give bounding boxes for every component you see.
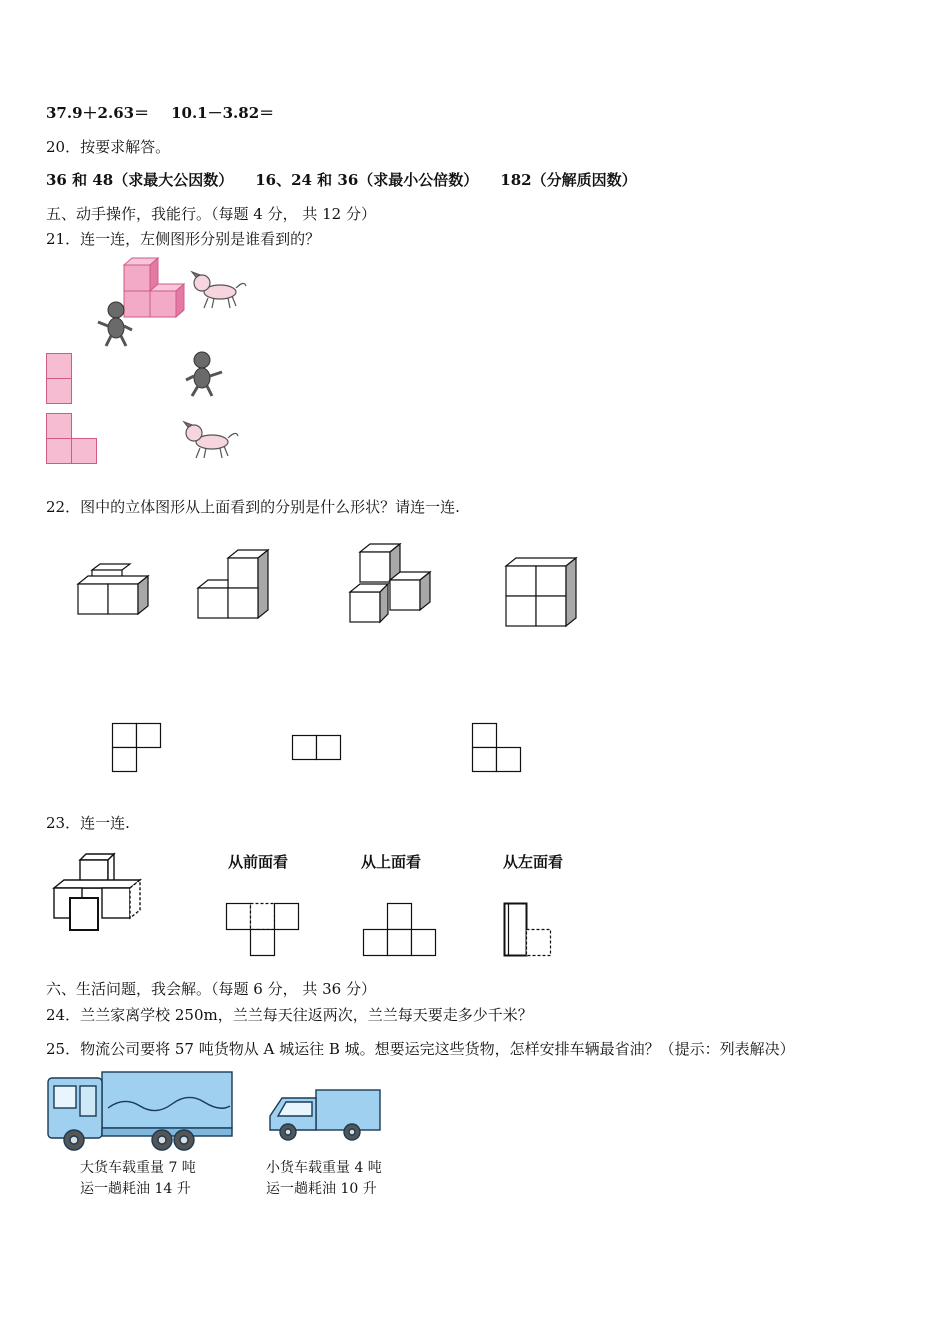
small-truck-fuel: 运一趟耗油 10 升: [266, 1181, 377, 1197]
q20-task3: 182（分解质因数）: [500, 171, 637, 189]
q20-tasks: [46, 169, 637, 190]
section5-title: 五、动手操作，我能行。（每题 4 分， 共 12 分）: [46, 205, 376, 223]
q23-view-left-label: 从左面看: [503, 853, 564, 871]
q22-solid-4: [504, 554, 582, 632]
q23-view-front-label: 从前面看: [228, 853, 289, 871]
q21-title: 21．连一连，左侧图形分别是谁看到的？: [46, 230, 321, 248]
q19-expr1: 37.9＋2.63＝: [46, 104, 150, 122]
q23-view-front-shape: [226, 903, 302, 957]
dog-icon: [188, 270, 248, 312]
q23-title: 23．连一连.: [46, 814, 130, 832]
q25-text: 25．物流公司要将 57 吨货物从 A 城运往 B 城。想要运完这些货物，怎样安排车辆最省油？（提示：列表解决）: [46, 1040, 795, 1058]
monkey-icon: [182, 350, 226, 398]
q19-line: [46, 102, 274, 123]
big-truck-fuel: 运一趟耗油 14 升: [80, 1181, 191, 1197]
section6-title: 六、生活问题，我会解。（每题 6 分， 共 36 分）: [46, 980, 376, 998]
dog-icon: [180, 420, 240, 462]
monkey-icon: [92, 300, 136, 348]
q22-solid-3: [348, 540, 436, 626]
q23-solid: [50, 852, 160, 934]
q24-text: 24．兰兰家离学校 250m，兰兰每天往返两次，兰兰每天要走多少千米？: [46, 1006, 533, 1024]
q21-option-l-shape: [46, 413, 100, 465]
q22-top-view-2: [292, 735, 344, 763]
small-truck-icon: [264, 1086, 386, 1146]
q20-title: 20．按要求解答。: [46, 138, 171, 156]
big-truck-icon: [44, 1068, 236, 1152]
q22-title: 22．图中的立体图形从上面看到的分别是什么形状？请连一连.: [46, 498, 460, 516]
big-truck-load: 大货车载重量 7 吨: [80, 1160, 196, 1176]
q22-top-view-1: [112, 723, 164, 775]
q22-top-view-3: [472, 723, 524, 775]
q23-view-top-shape: [363, 903, 439, 957]
q20-task1: 36 和 48（求最大公因数）: [46, 171, 234, 189]
q23-view-left-shape: [504, 903, 556, 957]
q21-option-column: [46, 353, 74, 405]
q19-expr2: 10.1－3.82＝: [171, 104, 275, 122]
q23-view-top-label: 从上面看: [361, 853, 422, 871]
q22-solid-2: [196, 546, 272, 622]
q22-solid-1: [76, 562, 152, 620]
small-truck-load: 小货车载重量 4 吨: [266, 1160, 382, 1176]
q20-task2: 16、24 和 36（求最小公倍数）: [255, 171, 479, 189]
